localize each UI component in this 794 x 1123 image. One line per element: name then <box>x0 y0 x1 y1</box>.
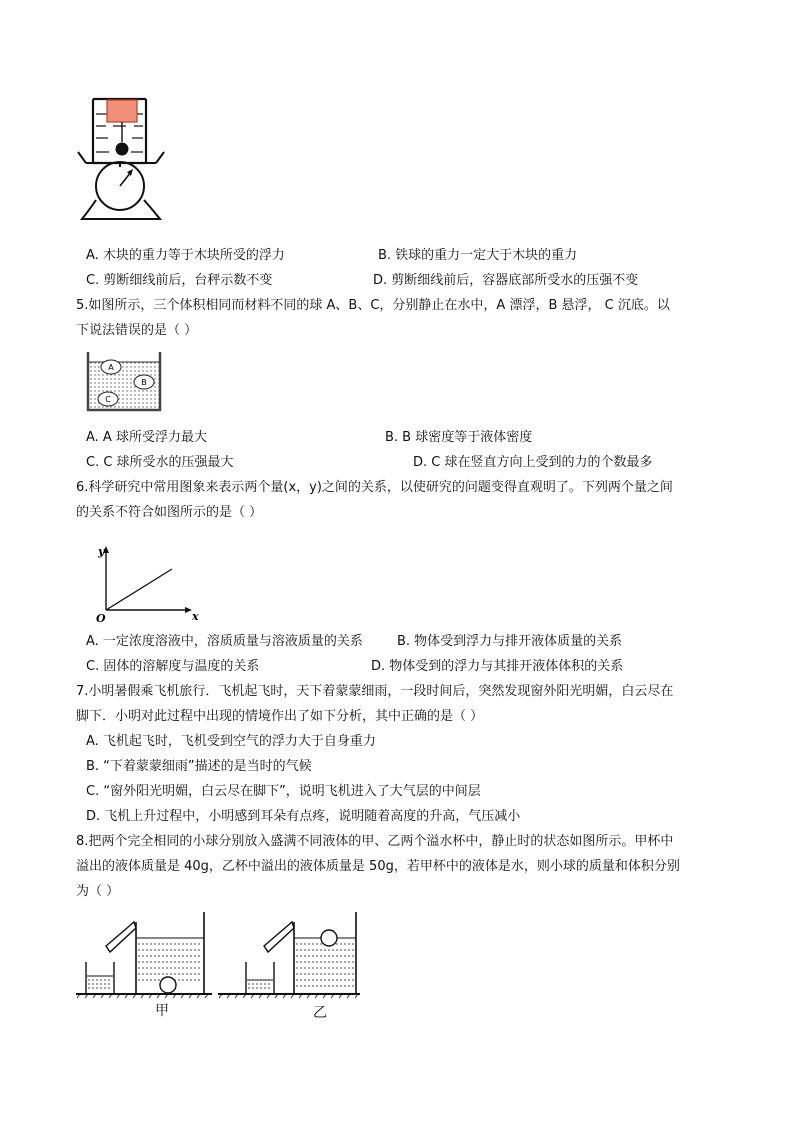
q5-option-c[interactable]: C. C 球所受水的压强最大 <box>86 455 234 470</box>
cup-label-yi: 乙 <box>313 1005 327 1021</box>
q5-stem-line2: 下说法错误的是（ ） <box>76 323 198 338</box>
q6-option-b[interactable]: B. 物体受到浮力与排开液体质量的关系 <box>397 634 623 649</box>
q7-stem-line1: 7.小明暑假乘飞机旅行．飞机起飞时，天下着蒙蒙细雨，一段时间后，突然发现窗外阳光明媚，白云尽在 <box>76 684 674 699</box>
q8-overflow-cup-yi <box>218 910 368 1000</box>
q6-option-a[interactable]: A. 一定浓度溶液中，溶质质量与溶液质量的关系 <box>86 634 363 649</box>
q8-overflow-cup-jia <box>76 910 216 1000</box>
q6-linear-graph <box>92 544 202 624</box>
q7-option-b[interactable]: B. “下着蒙蒙细雨”描述的是当时的气候 <box>86 759 312 774</box>
cup-label-jia: 甲 <box>155 1003 169 1019</box>
origin-label: O <box>96 612 106 625</box>
q4-option-a[interactable]: A. 木块的重力等于木块所受的浮力 <box>86 248 285 263</box>
wood-block <box>107 100 137 122</box>
q8-stem-line1: 8.把两个完全相同的小球分别放入盛满不同液体的甲、乙两个溢水杯中，静止时的状态如图所示。甲杯中 <box>76 834 674 849</box>
q7-option-d[interactable]: D. 飞机上升过程中，小明感到耳朵有点疼，说明随着高度的升高，气压减小 <box>86 809 521 824</box>
q4-option-c[interactable]: C. 剪断细线前后，台秤示数不变 <box>86 273 273 288</box>
iron-ball <box>116 143 129 156</box>
q5-stem-line1: 5.如图所示，三个体积相同而材料不同的球 A、B、C，分别静止在水中，A 漂浮，B 悬浮， C 沉底。以 <box>76 298 670 313</box>
q6-option-c[interactable]: C. 固体的溶解度与温度的关系 <box>86 659 260 674</box>
q8-stem-line3: 为（ ） <box>76 884 120 899</box>
ball-sunk <box>160 977 176 993</box>
q5-option-d[interactable]: D. C 球在竖直方向上受到的力的个数最多 <box>413 455 653 470</box>
q7-option-c[interactable]: C. “窗外阳光明媚，白云尽在脚下”，说明飞机进入了大气层的中间层 <box>86 784 481 799</box>
q6-stem-line1: 6.科学研究中常用图象来表示两个量(x，y)之间的关系，以使研究的问题变得直观明了。下列两个量之间 <box>76 480 673 495</box>
ball-floating <box>321 930 337 946</box>
q4-scale-figure <box>76 97 176 222</box>
x-axis-label: x <box>192 610 199 623</box>
q6-option-d[interactable]: D. 物体受到的浮力与其排开液体体积的关系 <box>371 659 624 674</box>
ball-c-label: C <box>105 395 111 404</box>
y-axis-label: y <box>98 545 105 558</box>
q8-stem-line2: 溢出的液体质量是 40g，乙杯中溢出的液体质量是 50g，若甲杯中的液体是水，则小球的质量和体积分别 <box>76 859 680 874</box>
q5-option-b[interactable]: B. B 球密度等于液体密度 <box>385 430 533 445</box>
q4-option-d[interactable]: D. 剪断细线前后，容器底部所受水的压强不变 <box>373 273 639 288</box>
q7-option-a[interactable]: A. 飞机起飞时，飞机受到空气的浮力大于自身重力 <box>86 734 376 749</box>
ball-b-label: B <box>141 378 147 387</box>
q6-stem-line2: 的关系不符合如图所示的是（ ） <box>76 505 263 520</box>
q7-stem-line2: 脚下．小明对此过程中出现的情境作出了如下分析，其中正确的是（ ） <box>76 709 484 724</box>
q4-option-b[interactable]: B. 铁球的重力一定大于木块的重力 <box>378 248 578 263</box>
q5-container-figure <box>86 350 166 412</box>
q5-option-a[interactable]: A. A 球所受浮力最大 <box>86 430 207 445</box>
ball-a-label: A <box>108 363 114 372</box>
